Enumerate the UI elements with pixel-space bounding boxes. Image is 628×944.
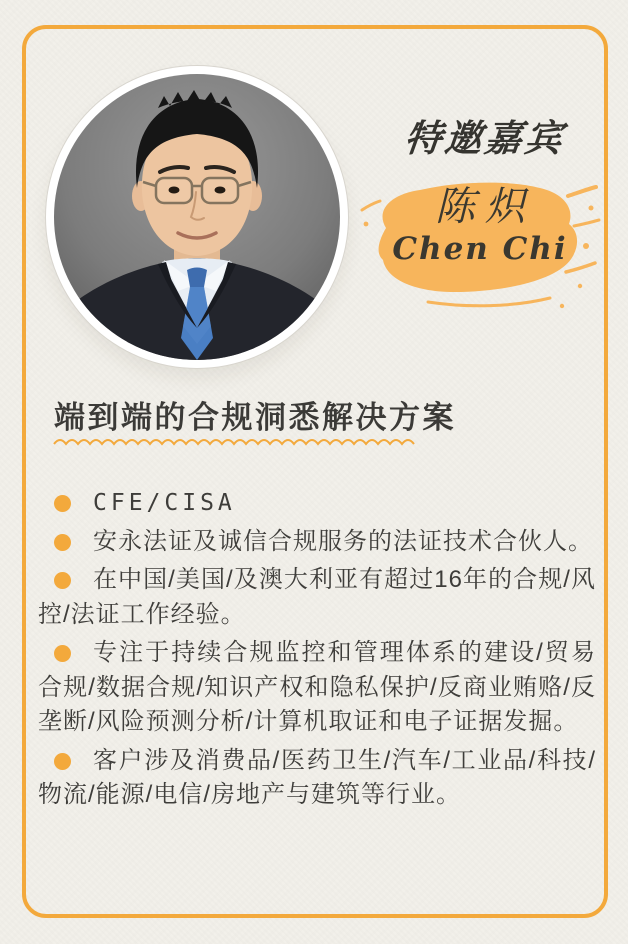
list-item [38,525,596,560]
bio-bullet-list [38,486,596,817]
topic-heading: 端到端的合规洞悉解决方案 [54,400,456,435]
list-item-text: 安永法证及诚信合规服务的法证技术合伙人。 [93,527,593,555]
bullet-dot-icon [54,495,71,512]
list-item-text: CFE/CISA [93,490,236,516]
list-item [38,744,596,813]
guest-name-chinese: 陈炽 [435,184,535,230]
bullet-dot-icon [54,645,71,662]
list-item-text: 客户涉及消费品/医药卫生/汽车/工业品/科技/物流/能源/电信/房地产与建筑等行业。 [38,746,596,808]
list-item-text: 专注于持续合规监控和管理体系的建设/贸易合规/数据合规/知识产权和隐私保护/反商业贿赂/反垄断/风险预测分析/计算机取证和电子证据发掘。 [38,639,596,735]
list-item [38,486,596,521]
bullet-dot-icon [54,572,71,589]
list-item [38,563,596,632]
badge-special-guest: 特邀嘉宾 [402,116,567,160]
guest-name-english: Chen Chi [392,231,568,267]
bullet-dot-icon [54,753,71,770]
guest-portrait-photo [46,66,348,368]
portrait-illustration [54,74,340,360]
list-item-text: 在中国/美国/及澳大利亚有超过16年的合规/风控/法证工作经验。 [38,566,596,628]
name-brush-block [358,168,602,318]
bullet-dot-icon [54,534,71,551]
list-item [38,636,596,740]
wavy-underline [52,436,420,448]
